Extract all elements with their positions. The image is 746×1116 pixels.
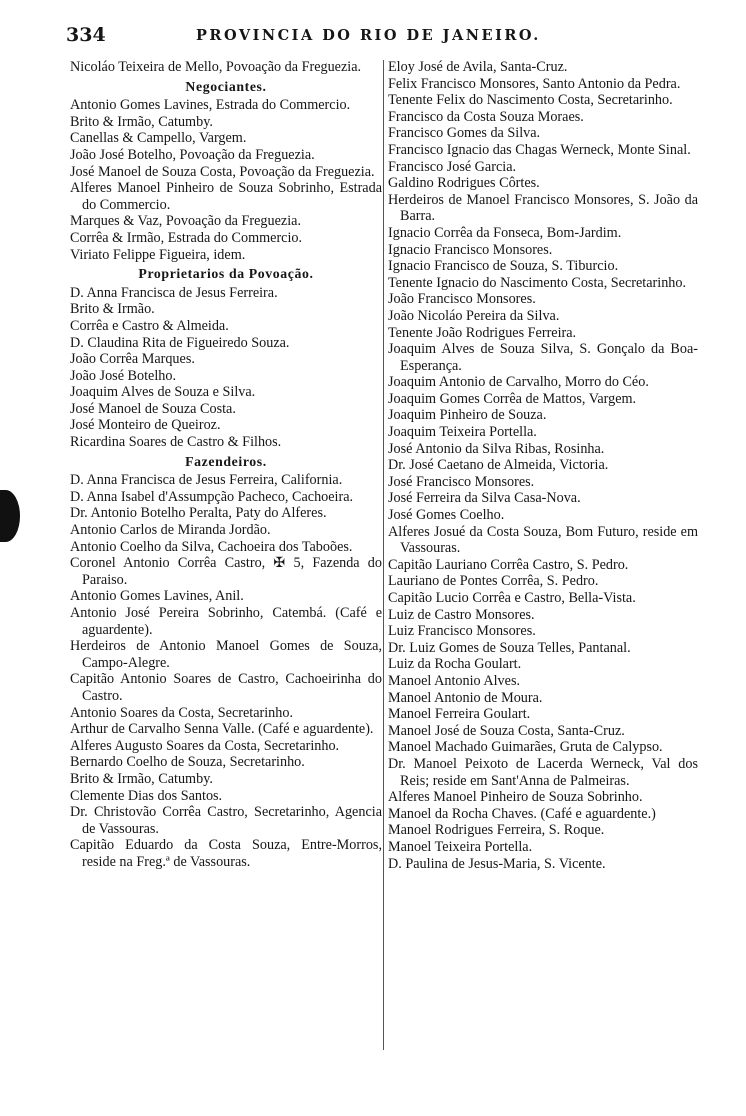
directory-entry: João Nicoláo Pereira da Silva.: [388, 307, 560, 324]
directory-entry: Antonio Gomes Lavines, Estrada do Commercio.: [70, 97, 351, 114]
directory-entry: João José Botelho, Povoação da Freguezia.: [70, 146, 315, 163]
directory-entry: Antonio Coelho da Silva, Cachoeira dos Taboões.: [70, 538, 353, 555]
directory-entry: Manoel Teixeira Portella.: [388, 838, 533, 855]
directory-entry: Francisco Ignacio das Chagas Werneck, Monte Sinal.: [388, 141, 691, 158]
directory-entry: Alferes Manoel Pinheiro de Souza Sobrinho.: [388, 789, 643, 806]
directory-entry: João Francisco Monsores.: [388, 291, 536, 308]
directory-entry: Manoel da Rocha Chaves. (Café e aguardente.): [388, 805, 656, 822]
directory-entry: Ignacio Francisco Monsores.: [388, 241, 553, 258]
directory-entry: Canellas & Campello, Vargem.: [70, 130, 247, 147]
directory-entry: Luiz da Rocha Goulart.: [388, 656, 522, 673]
directory-entry: Lauriano de Pontes Corrêa, S. Pedro.: [388, 573, 599, 590]
directory-entry: Coronel Antonio Corrêa Castro, ✠ 5, Fazenda do Paraiso.: [70, 555, 382, 588]
directory-entry: Galdino Rodrigues Côrtes.: [388, 175, 540, 192]
directory-entry: Manoel Ferreira Goulart.: [388, 706, 531, 723]
directory-entry: Capitão Lucio Corrêa e Castro, Bella-Vista.: [388, 590, 636, 606]
directory-entry: Capitão Lauriano Corrêa Castro, S. Pedro.: [388, 556, 629, 573]
directory-entry: Dr. Antonio Botelho Peralta, Paty do Alferes.: [70, 505, 327, 522]
directory-entry: Herdeiros de Manoel Francisco Monsores, S. João da Barra.: [388, 191, 698, 225]
directory-entry: Brito & Irmão.: [70, 301, 155, 318]
directory-entry: D. Claudina Rita de Figueiredo Souza.: [70, 334, 290, 351]
directory-entry: D. Anna Isabel d'Assumpção Pacheco, Cachoeira.: [70, 488, 354, 505]
directory-entry: Felix Francisco Monsores, Santo Antonio da Pedra.: [388, 75, 681, 92]
directory-entry: Manoel Antonio de Moura.: [388, 689, 543, 706]
directory-entry: Antonio José Pereira Sobrinho, Catembá. (Café e aguardente).: [70, 605, 382, 638]
directory-entry: Manoel Rodrigues Ferreira, S. Roque.: [388, 822, 605, 839]
directory-entry: Luiz Francisco Monsores.: [388, 623, 536, 640]
directory-entry: Marques & Vaz, Povoação da Freguezia.: [70, 213, 301, 230]
directory-entry: Corrêa & Irmão, Estrada do Commercio.: [70, 229, 303, 246]
directory-entry: Luiz de Castro Monsores.: [388, 606, 535, 623]
page-header: [66, 24, 586, 50]
directory-entry: José Monteiro de Queiroz.: [70, 417, 221, 434]
directory-entry: Ignacio Francisco de Souza, S. Tiburcio.: [388, 258, 619, 275]
directory-entry: Antonio Carlos de Miranda Jordão.: [70, 522, 271, 539]
directory-entry: Joaquim Alves de Souza e Silva.: [70, 384, 256, 401]
directory-entry: Alferes Manoel Pinheiro de Souza Sobrinho, Estrada do Commercio.: [70, 180, 382, 213]
directory-entry: Francisco Gomes da Silva.: [388, 125, 541, 142]
directory-entry: Clemente Dias dos Santos.: [70, 787, 223, 804]
directory-entry: Antonio Gomes Lavines, Anil.: [70, 588, 244, 605]
directory-entry: Corrêa e Castro & Almeida.: [70, 317, 229, 334]
directory-entry: Manoel Machado Guimarães, Gruta de Calypso.: [388, 739, 663, 756]
directory-entry: Joaquim Alves de Souza Silva, S. Gonçalo da Boa-Esperança.: [388, 341, 698, 374]
directory-entry: João José Botelho.: [70, 367, 177, 384]
directory-entry: Tenente João Rodrigues Ferreira.: [388, 324, 577, 341]
directory-entry: Alferes Augusto Soares da Costa, Secretarinho.: [70, 737, 340, 754]
directory-entry: Dr. Manoel Peixoto de Lacerda Werneck, Val dos Reis; reside em Sant'Anna de Palmeiras.: [388, 755, 698, 789]
directory-entry: Joaquim Gomes Corrêa de Mattos, Vargem.: [388, 390, 637, 407]
section-heading: Negociantes.: [185, 78, 267, 94]
directory-entry: Tenente Ignacio do Nascimento Costa, Secretarinho.: [388, 274, 687, 291]
directory-entry: Herdeiros de Antonio Manoel Gomes de Souza, Campo-Alegre.: [70, 638, 382, 671]
directory-entry: Ignacio Corrêa da Fonseca, Bom-Jardim.: [388, 224, 622, 241]
directory-entry: Bernardo Coelho de Souza, Secretarinho.: [70, 754, 305, 771]
directory-entry: José Manoel de Souza Costa.: [70, 400, 236, 417]
directory-entry: Dr. Christovão Corrêa Castro, Secretarinho, Agencia de Vassouras.: [70, 804, 382, 837]
directory-entry: José Francisco Monsores.: [388, 473, 535, 490]
directory-entry: D. Anna Francisca de Jesus Ferreira, California.: [70, 472, 343, 489]
directory-entry: Capitão Antonio Soares de Castro, Cachoeirinha do Castro.: [70, 671, 382, 704]
directory-entry: José Manoel de Souza Costa, Povoação da Freguezia.: [70, 163, 375, 180]
directory-entry: Francisco José Garcia.: [388, 158, 517, 175]
directory-entry: Eloy José de Avila, Santa-Cruz.: [388, 59, 568, 75]
directory-entry: Tenente Felix do Nascimento Costa, Secretarinho.: [388, 92, 673, 109]
directory-entry: D. Anna Francisca de Jesus Ferreira.: [70, 284, 278, 301]
directory-entry: Nicoláo Teixeira de Mello, Povoação da Freguezia.: [70, 59, 362, 75]
directory-entry: Manoel José de Souza Costa, Santa-Cruz.: [388, 722, 625, 739]
directory-entry: Manoel Antonio Alves.: [388, 672, 521, 689]
directory-entry: João Corrêa Marques.: [70, 351, 195, 368]
directory-entry: Brito & Irmão, Catumby.: [70, 113, 213, 130]
directory-entry: José Ferreira da Silva Casa-Nova.: [388, 490, 581, 507]
directory-entry: Joaquim Antonio de Carvalho, Morro do Céo.: [388, 374, 649, 391]
directory-entry: D. Paulina de Jesus-Maria, S. Vicente.: [388, 855, 606, 872]
directory-entry: Capitão Eduardo da Costa Souza, Entre-Morros, reside na Freg.ª de Vassouras.: [70, 837, 382, 870]
page-number: 334: [66, 24, 106, 46]
directory-entry: Joaquim Teixeira Portella.: [388, 424, 537, 441]
directory-entry: Alferes Josué da Costa Souza, Bom Futuro, reside em Vassouras.: [388, 523, 698, 557]
column-divider: [383, 60, 384, 1050]
directory-entry: Francisco da Costa Souza Moraes.: [388, 108, 584, 125]
directory-entry: Dr. Luiz Gomes de Souza Telles, Pantanal.: [388, 639, 631, 656]
directory-entry: Arthur de Carvalho Senna Valle. (Café e aguardente).: [70, 721, 374, 738]
ink-blot: [0, 490, 20, 542]
directory-entry: Dr. José Caetano de Almeida, Victoria.: [388, 457, 609, 474]
directory-entry: José Gomes Coelho.: [388, 507, 505, 524]
directory-entry: Ricardina Soares de Castro & Filhos.: [70, 434, 282, 451]
right-column: [388, 59, 698, 872]
directory-entry: José Antonio da Silva Ribas, Rosinha.: [388, 440, 605, 457]
section-heading: Fazendeiros.: [185, 453, 267, 469]
directory-entry: Joaquim Pinheiro de Souza.: [388, 407, 547, 424]
section-heading: Proprietarios da Povoação.: [138, 266, 314, 282]
directory-entry: Viriato Felippe Figueira, idem.: [70, 246, 246, 263]
left-column: [70, 59, 382, 871]
running-title: PROVINCIA DO RIO DE JANEIRO.: [196, 27, 541, 44]
directory-entry: Antonio Soares da Costa, Secretarinho.: [70, 704, 294, 721]
directory-entry: Brito & Irmão, Catumby.: [70, 770, 213, 787]
